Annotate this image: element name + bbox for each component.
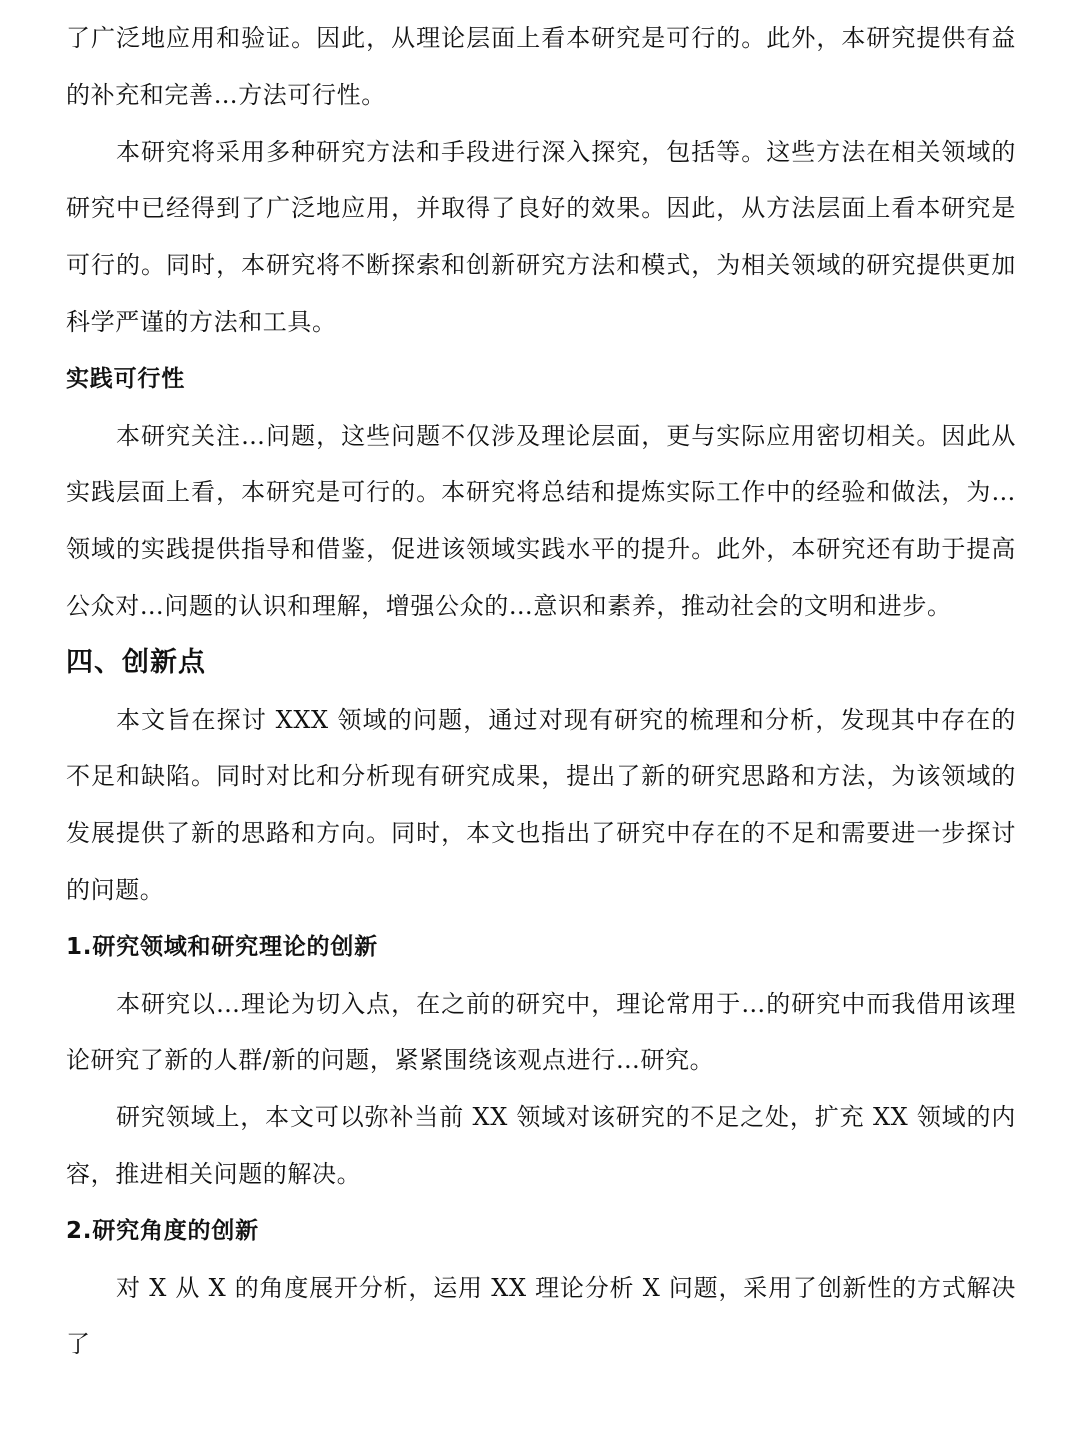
subheading-perspective-innovation: 2.研究角度的创新 [66, 1217, 259, 1244]
section-title-innovation: 四、创新点 [66, 646, 206, 678]
subheading-field-theory-innovation: 1.研究领域和研究理论的创新 [66, 933, 378, 960]
document-page [66, 10, 1016, 1373]
paragraph-practice-feasibility: 本研究关注…问题，这些问题不仅涉及理论层面，更与实际应用密切相关。因此从实践层面上看，本研究是可行的。本研究将总结和提炼实际工作中的经验和做法，为…领域的实践提供指导和借鉴，促进该领域实践水平的提升。此外，本研究还有助于提高公众对…问题的认识和理解，增强公众的…意识和素养，推动社会的文明和进步。 [66, 421, 1016, 620]
paragraph-perspective-innovation: 对 X 从 X 的角度展开分析，运用 XX 理论分析 X 问题，采用了创新性的方式解决了 [66, 1273, 1016, 1359]
paragraph-method-feasibility: 本研究将采用多种研究方法和手段进行深入探究，包括等。这些方法在相关领域的研究中已经得到了广泛地应用，并取得了良好的效果。因此，从方法层面上看本研究是可行的。同时，本研究将不断探索和创新研究方法和模式，为相关领域的研究提供更加科学严谨的方法和工具。 [66, 137, 1016, 336]
paragraph-theory-innovation: 本研究以…理论为切入点，在之前的研究中，理论常用于…的研究中而我借用该理论研究了新的人群/新的问题，紧紧围绕该观点进行…研究。 [66, 989, 1016, 1075]
paragraph-field-innovation: 研究领域上，本文可以弥补当前 XX 领域对该研究的不足之处，扩充 XX 领域的内容，推进相关问题的解决。 [66, 1103, 1016, 1188]
paragraph-innovation-intro: 本文旨在探讨 XXX 领域的问题，通过对现有研究的梳理和分析，发现其中存在的不足和缺陷。同时对比和分析现有研究成果，提出了新的研究思路和方法，为该领域的发展提供了新的思路和方向。同时，本文也指出了研究中存在的不足和需要进一步探讨的问题。 [66, 705, 1016, 904]
paragraph-theory-feasibility-end: 了广泛地应用和验证。因此，从理论层面上看本研究是可行的。此外，本研究提供有益的补充和完善…方法可行性。 [66, 24, 1016, 109]
heading-practice-feasibility: 实践可行性 [66, 365, 185, 392]
